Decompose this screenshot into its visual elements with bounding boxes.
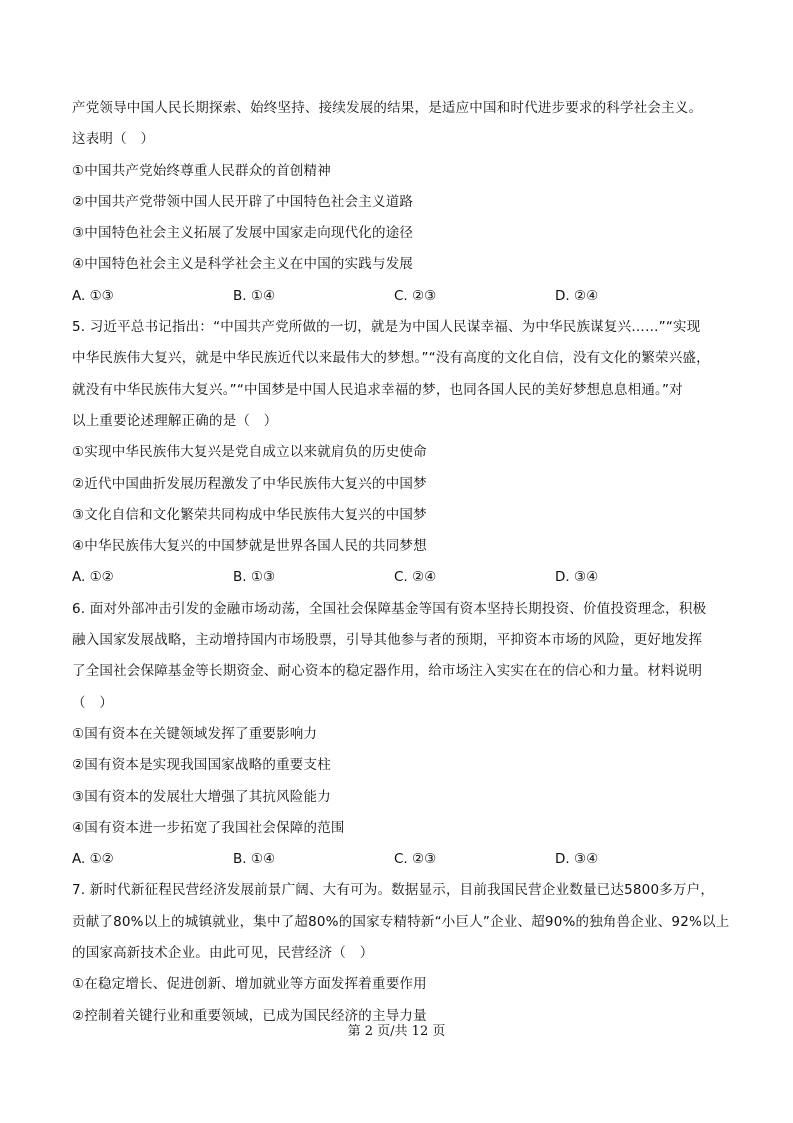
question-7-statement-1: ①在稳定增长、促进创新、增加就业等方面发挥着重要作用 — [72, 976, 427, 993]
question-6-option-b: B. ①④ — [233, 851, 276, 868]
question-6-options — [72, 844, 722, 875]
question-5-statement-1: ①实现中华民族伟大复兴是党自成立以来就肩负的历史使命 — [72, 444, 427, 461]
question-6-statement-1: ①国有资本在关键领域发挥了重要影响力 — [72, 725, 318, 742]
question-6-line-1: 6. 面对外部冲击引发的金融市场动荡，全国社会保障基金等国有资本坚持长期投资、价值投资理念，积极 — [72, 600, 707, 617]
question-6-line-2: 融入国家发展战略，主动增持国内市场股票，引导其他参与者的预期，平抑资本市场的风险，更好地发挥 — [72, 632, 703, 649]
question-4-option-a: A. ①③ — [72, 287, 114, 304]
question-5-option-c: C. ②④ — [394, 569, 437, 586]
question-4-line-2: 这表明（ ） — [72, 131, 155, 148]
question-6-statement-2: ②国有资本是实现我国国家战略的重要支柱 — [72, 757, 331, 774]
question-4-statement-1: ①中国共产党始终尊重人民群众的首创精神 — [72, 162, 331, 179]
question-5-line-1: 5. 习近平总书记指出：“中国共产党所做的一切，就是为中国人民谋幸福、为中华民族谋复兴……”“实现 — [72, 319, 701, 336]
question-6 — [72, 594, 722, 876]
question-5-statement-2: ②近代中国曲折发展历程激发了中华民族伟大复兴的中国梦 — [72, 475, 427, 492]
question-5-statement-4: ④中华民族伟大复兴的中国梦就是世界各国人民的共同梦想 — [72, 538, 427, 555]
question-4-option-b: B. ①④ — [233, 287, 276, 304]
question-6-option-a: A. ①② — [72, 851, 114, 868]
question-5 — [72, 312, 722, 594]
question-4-option-c: C. ②③ — [394, 287, 437, 304]
question-5-line-3: 就没有中华民族伟大复兴。”“中国梦是中国人民追求幸福的梦，也同各国人民的美好梦想息息相通。”对 — [72, 381, 683, 398]
question-5-line-4: 以上重要论述理解正确的是（ ） — [72, 412, 278, 429]
question-4-statement-3: ③中国特色社会主义拓展了发展中国家走向现代化的途径 — [72, 225, 414, 242]
question-7-line-3: 的国家高新技术企业。由此可见，民营经济（ ） — [72, 945, 374, 962]
question-7-statement-2: ②控制着关键行业和重要领域，已成为国民经济的主导力量 — [72, 1007, 427, 1024]
question-7-line-2: 贡献了80%以上的城镇就业，集中了超80%的国家专精特新“小巨人”企业、超90%的独角兽企业、92%以上 — [72, 913, 730, 930]
question-6-statement-4: ④国有资本进一步拓宽了我国社会保障的范围 — [72, 819, 345, 836]
question-4 — [72, 93, 722, 312]
question-6-option-d: D. ③④ — [555, 851, 599, 868]
question-5-statement-3: ③文化自信和文化繁荣共同构成中华民族伟大复兴的中国梦 — [72, 506, 427, 523]
question-4-statement-2: ②中国共产党带领中国人民开辟了中国特色社会主义道路 — [72, 193, 414, 210]
question-4-line-1: 产党领导中国人民长期探索、始终坚持、接续发展的结果，是适应中国和时代进步要求的科学社会主义。 — [72, 100, 703, 116]
question-4-statement-4: ④中国特色社会主义是科学社会主义在中国的实践与发展 — [72, 256, 414, 273]
question-6-statement-3: ③国有资本的发展壮大增强了其抗风险能力 — [72, 788, 331, 805]
question-5-option-d: D. ③④ — [555, 569, 599, 586]
question-6-line-4: （ ） — [72, 694, 114, 711]
question-4-options — [72, 281, 722, 312]
question-7 — [72, 875, 730, 1031]
question-7-line-1: 7. 新时代新征程民营经济发展前景广阔、大有可为。数据显示，目前我国民营企业数量已达5800多万户， — [72, 882, 715, 899]
question-5-options — [72, 562, 722, 593]
question-5-option-b: B. ①③ — [233, 569, 276, 586]
question-6-line-3: 了全国社会保障基金等长期资金、耐心资本的稳定器作用，给市场注入实实在在的信心和力量。材料说明 — [72, 663, 703, 680]
question-5-option-a: A. ①② — [72, 569, 114, 586]
question-5-line-2: 中华民族伟大复兴，就是中华民族近代以来最伟大的梦想。”“没有高度的文化自信，没有文化的繁荣兴盛， — [72, 350, 710, 367]
page-content — [72, 93, 730, 1032]
question-6-option-c: C. ②③ — [394, 851, 437, 868]
question-4-option-d: D. ②④ — [555, 287, 599, 304]
page-footer: 第 2 页/共 12 页 — [347, 1024, 446, 1039]
